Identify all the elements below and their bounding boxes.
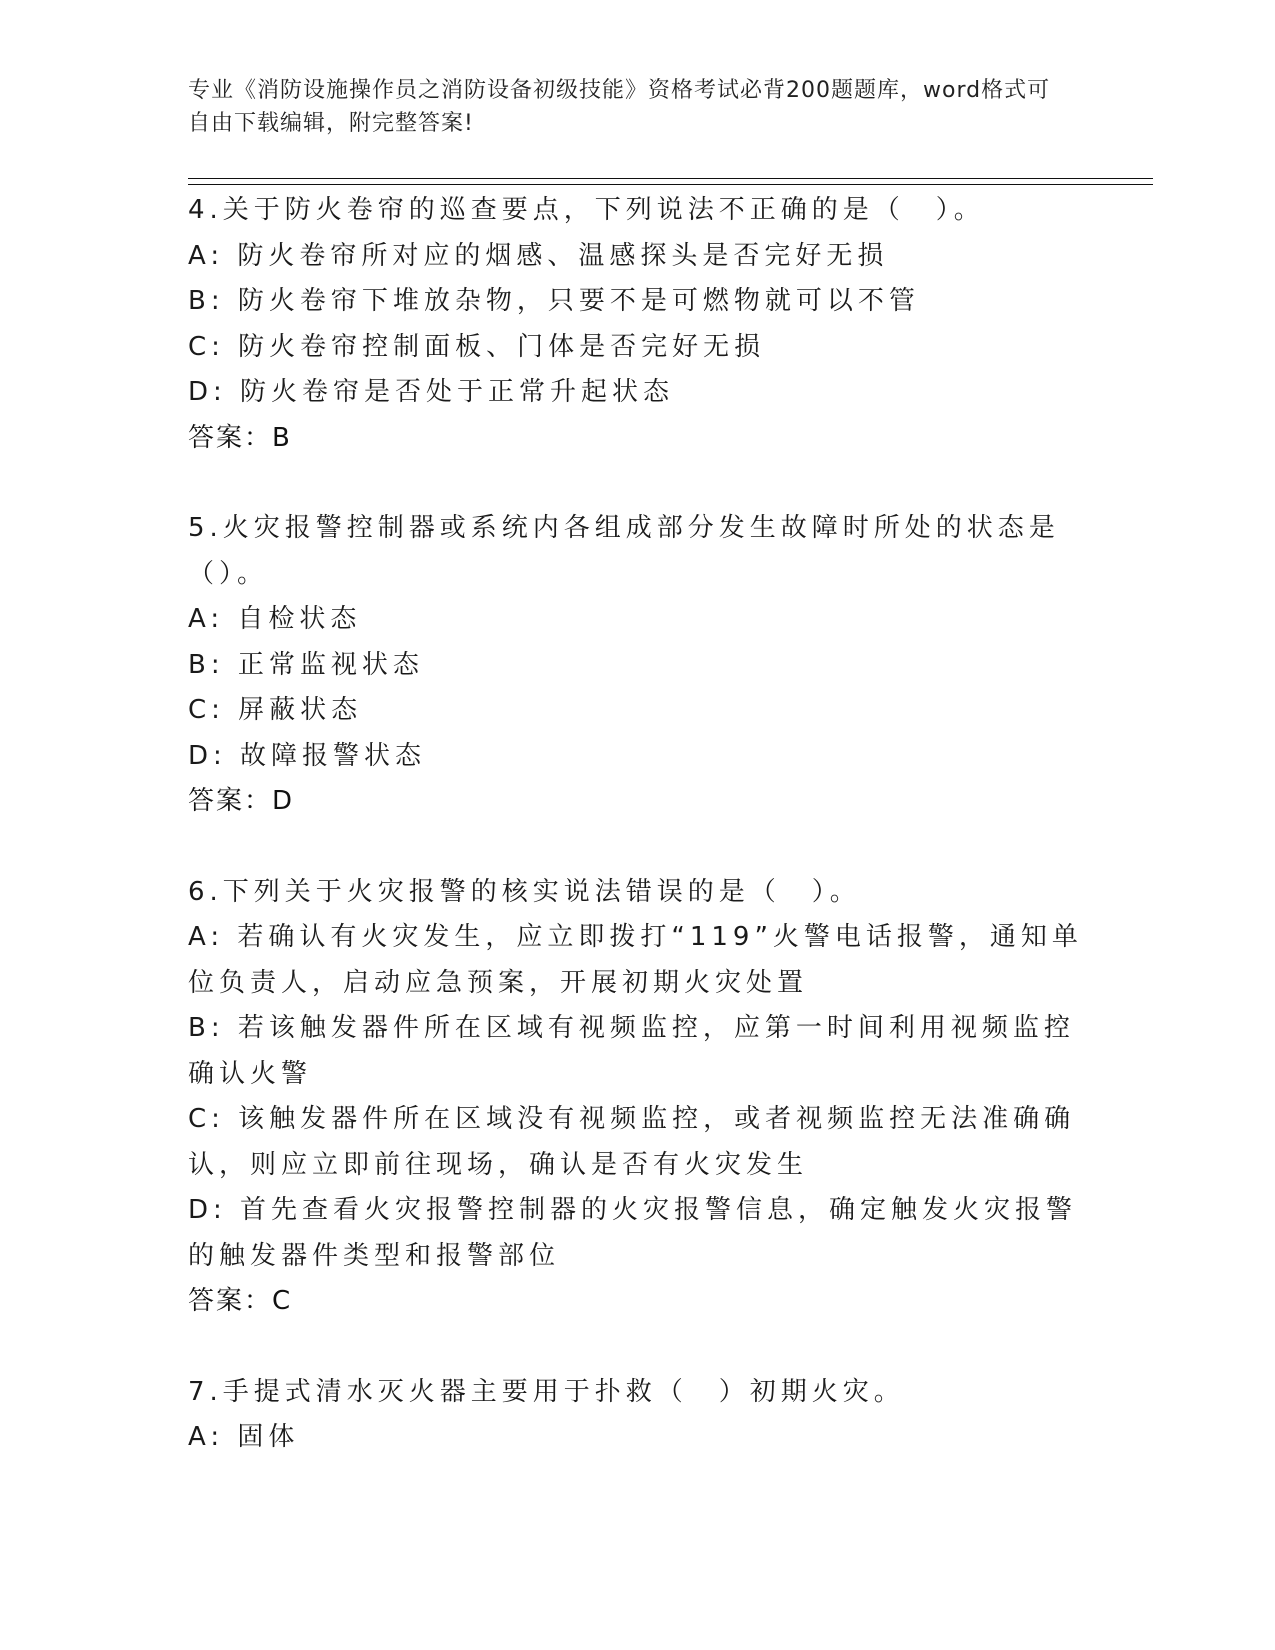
option-a: A: 防火卷帘所对应的烟感、温感探头是否完好无损	[188, 240, 889, 271]
option-b: B: 正常监视状态	[188, 649, 424, 680]
option-a: A: 自检状态	[188, 604, 362, 634]
question-4	[188, 188, 1088, 461]
option-c: C: 屏蔽状态	[188, 695, 363, 725]
question-stem: 6.下列关于火灾报警的核实说法错误的是（ ）。	[188, 876, 861, 907]
header-rule-bottom	[188, 184, 1153, 185]
question-list	[188, 188, 1088, 1506]
question-stem: 4.关于防火卷帘的巡查要点，下列说法不正确的是（ ）。	[188, 195, 985, 225]
question-7	[188, 1370, 1088, 1461]
option-c: C: 防火卷帘控制面板、门体是否完好无损	[188, 331, 766, 362]
document-header	[188, 74, 1068, 140]
header-rule-top	[188, 178, 1153, 179]
option-d: D: 故障报警状态	[188, 740, 427, 771]
question-stem: 7.手提式清水灭火器主要用于扑救（ ）初期火灾。	[188, 1376, 905, 1407]
option-d: D: 防火卷帘是否处于正常升起状态	[188, 377, 675, 407]
question-6	[188, 870, 1088, 1325]
answer: 答案：B	[188, 422, 292, 453]
option-a: A: 若确认有火灾发生，应立即拨打“119”火警电话报警，通知单位负责人，启动应急预案，开展初期火灾处置	[188, 922, 1083, 998]
option-b: B: 若该触发器件所在区域有视频监控，应第一时间利用视频监控确认火警	[188, 1013, 1075, 1089]
option-a: A: 固体	[188, 1422, 300, 1452]
option-d: D: 首先查看火灾报警控制器的火灾报警信息，确定触发火灾报警的触发器件类型和报警部位	[188, 1195, 1078, 1271]
option-c: C: 该触发器件所在区域没有视频监控，或者视频监控无法准确确认，则应立即前往现场，确认是否有火灾发生	[188, 1104, 1076, 1180]
header-title: 专业《消防设施操作员之消防设备初级技能》资格考试必背200题题库，word格式可自由下载编辑，附完整答案!	[188, 78, 1051, 136]
question-5	[188, 506, 1088, 825]
answer: 答案：D	[188, 786, 295, 816]
answer: 答案：C	[188, 1286, 293, 1316]
option-b: B: 防火卷帘下堆放杂物，只要不是可燃物就可以不管	[188, 286, 920, 316]
question-stem: 5.火灾报警控制器或系统内各组成部分发生故障时所处的状态是（）。	[188, 513, 1060, 589]
